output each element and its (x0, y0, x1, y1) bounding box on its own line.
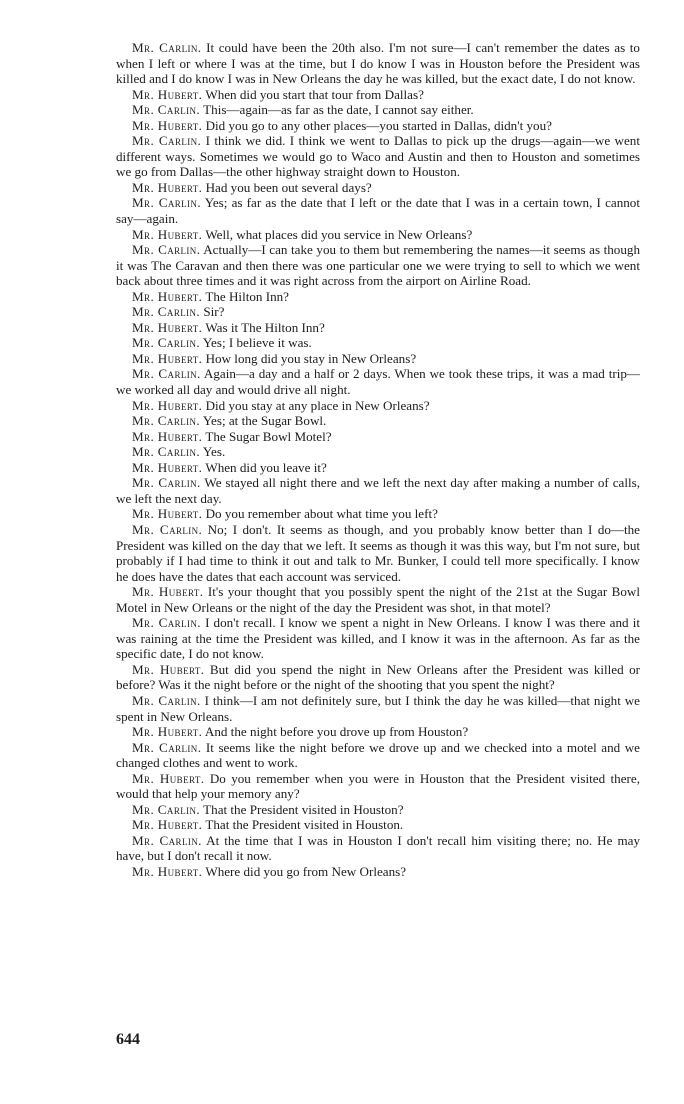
page-number: 644 (116, 1031, 140, 1048)
speaker-name: Mr. Hubert. (132, 288, 203, 304)
paragraph-text: It seems like the night before we drove up and we checked into a motel and we changed clothes and went to work. (116, 739, 640, 771)
paragraph-text: No; I don't. It seems as though, and you probably know better than I do—the President was killed on the day that we left. It seems as though it was this way, but I'm not sure, but probably if I had time to think it out and talk to Mr. Bunker, I could tell more specifically. I know he does have the dates that each account was serviced. (116, 521, 640, 584)
paragraph (116, 506, 640, 522)
paragraph-text: Yes; I believe it was. (202, 335, 312, 351)
speaker-name: Mr. Carlin. (132, 739, 202, 755)
paragraph-text: I don't recall. I know we spent a night in New Orleans. I know I was there and it was raining at the time the President was killed, and I know it was in the afternoon. As far as the specific date, I do not know. (116, 615, 640, 662)
paragraph-text: When did you leave it? (205, 459, 327, 475)
paragraph-text: Did you go to any other places—you started in Dallas, didn't you? (205, 117, 552, 133)
paragraph (116, 227, 640, 243)
speaker-name: Mr. Hubert. (132, 724, 203, 740)
speaker-name: Mr. Carlin. (132, 521, 203, 537)
paragraph-text: Yes; as far as the date that I left or the date that I was in a certain town, I cannot say—again. (116, 195, 640, 227)
speaker-name: Mr. Hubert. (132, 459, 203, 475)
paragraph-text: When did you start that tour from Dallas? (205, 86, 424, 102)
document-page (116, 40, 640, 880)
paragraph (116, 693, 640, 724)
paragraph (116, 195, 640, 226)
paragraph-text: Was it The Hilton Inn? (205, 319, 325, 335)
paragraph (116, 864, 640, 880)
paragraph-text: We stayed all night there and we left the next day after making a number of calls, we left the next day. (116, 475, 640, 506)
speaker-name: Mr. Carlin. (132, 475, 201, 491)
paragraph (116, 740, 640, 771)
paragraph (116, 289, 640, 305)
paragraph-text: Do you remember when you were in Houston that the President visited there, would that help your memory any? (116, 770, 640, 802)
paragraph (116, 351, 640, 367)
speaker-name: Mr. Hubert. (132, 863, 203, 879)
speaker-name: Mr. Carlin. (132, 335, 201, 351)
paragraph (116, 615, 640, 662)
paragraph (116, 802, 640, 818)
speaker-name: Mr. Hubert. (132, 770, 205, 786)
paragraph-text: It could have been the 20th also. I'm not sure—I can't remember the dates as to when I left or where I was at the time, but I do know I was in Houston before the President was killed and I do know I was in New Orleans the day he was killed, but the exact date, I do not know. (116, 40, 640, 87)
paragraph-text: That the President visited in Houston? (203, 801, 404, 817)
speaker-name: Mr. Carlin. (132, 133, 202, 149)
speaker-name: Mr. Carlin. (132, 801, 201, 817)
paragraph (116, 118, 640, 134)
paragraph-text: Did you stay at any place in New Orleans? (205, 397, 430, 413)
paragraph (116, 335, 640, 351)
paragraph-text: Where did you go from New Orleans? (205, 863, 407, 879)
paragraph (116, 87, 640, 103)
paragraph (116, 662, 640, 693)
paragraph (116, 771, 640, 802)
speaker-name: Mr. Hubert. (132, 506, 203, 522)
paragraph-text: The Hilton Inn? (205, 288, 289, 304)
paragraph (116, 102, 640, 118)
paragraph (116, 460, 640, 476)
paragraph-text: I think—I am not definitely sure, but I think the day he was killed—that night we spent in New Orleans. (116, 692, 640, 724)
speaker-name: Mr. Carlin. (132, 102, 201, 118)
paragraph (116, 180, 640, 196)
paragraph-text: That the President visited in Houston. (205, 817, 404, 833)
paragraph (116, 366, 640, 397)
paragraph-text: This—again—as far as the date, I cannot say either. (203, 102, 474, 118)
paragraph (116, 242, 640, 289)
speaker-name: Mr. Carlin. (132, 832, 202, 848)
speaker-name: Mr. Carlin. (132, 615, 201, 631)
paragraph-text: How long did you stay in New Orleans? (205, 350, 417, 366)
paragraph-text: Again—a day and a half or 2 days. When we took these trips, it was a mad trip—we worked all day and would drive all night. (116, 366, 640, 398)
paragraph-text: But did you spend the night in New Orleans after the President was killed or before? Was it the night before or the night of the shooting that you spent the night? (116, 661, 640, 693)
paragraph (116, 724, 640, 740)
paragraph (116, 817, 640, 833)
speaker-name: Mr. Carlin. (132, 40, 202, 55)
speaker-name: Mr. Hubert. (132, 319, 203, 335)
speaker-name: Mr. Hubert. (132, 86, 203, 102)
paragraph-text: Actually—I can take you to them but remembering the names—it seems as though it was The Caravan and then there was one particular one we were trying to sell to which we went back about three times and it was right across from the airport on Airline Road. (116, 242, 640, 289)
speaker-name: Mr. Hubert. (132, 428, 203, 444)
paragraph (116, 398, 640, 414)
speaker-name: Mr. Hubert. (132, 397, 203, 413)
speaker-name: Mr. Carlin. (132, 413, 201, 429)
paragraph (116, 522, 640, 584)
paragraph (116, 304, 640, 320)
speaker-name: Mr. Carlin. (132, 242, 201, 258)
paragraph-text: At the time that I was in Houston I don't recall him visiting there; no. He may have, but I don't recall it now. (116, 832, 640, 864)
paragraph (116, 413, 640, 429)
speaker-name: Mr. Carlin. (132, 304, 201, 320)
paragraph-text: It's your thought that you possibly spent the night of the 21st at the Sugar Bowl Motel in New Orleans or the night of the day the President was shot, in that motel? (116, 584, 640, 615)
speaker-name: Mr. Carlin. (132, 444, 201, 460)
speaker-name: Mr. Hubert. (132, 817, 203, 833)
paragraph-text: Had you been out several days? (205, 179, 372, 195)
paragraph (116, 320, 640, 336)
speaker-name: Mr. Hubert. (132, 226, 203, 242)
paragraph-text: Sir? (203, 304, 225, 320)
paragraph (116, 833, 640, 864)
paragraph-text: Well, what places did you service in New Orleans? (205, 226, 473, 242)
paragraph (116, 444, 640, 460)
paragraph (116, 429, 640, 445)
speaker-name: Mr. Carlin. (132, 692, 201, 708)
paragraph-text: Yes. (202, 444, 226, 460)
paragraph-text: The Sugar Bowl Motel? (205, 428, 332, 444)
paragraph (116, 584, 640, 615)
speaker-name: Mr. Carlin. (132, 195, 202, 211)
paragraph-text: I think we did. I think we went to Dallas to pick up the drugs—again—we went different ways. Sometimes we would go to Waco and Austin and then to Houston and sometimes we go from Dallas—the other highway straight down to Houston. (116, 133, 640, 180)
paragraph-text: And the night before you drove up from Houston? (204, 724, 469, 740)
speaker-name: Mr. Hubert. (132, 179, 203, 195)
speaker-name: Mr. Hubert. (132, 350, 203, 366)
paragraph-text: Yes; at the Sugar Bowl. (202, 413, 327, 429)
paragraph (116, 40, 640, 87)
paragraph (116, 475, 640, 506)
speaker-name: Mr. Hubert. (132, 584, 204, 600)
paragraph (116, 133, 640, 180)
paragraph-text: Do you remember about what time you left? (205, 506, 438, 522)
speaker-name: Mr. Hubert. (132, 117, 203, 133)
speaker-name: Mr. Carlin. (132, 366, 201, 382)
speaker-name: Mr. Hubert. (132, 661, 205, 677)
